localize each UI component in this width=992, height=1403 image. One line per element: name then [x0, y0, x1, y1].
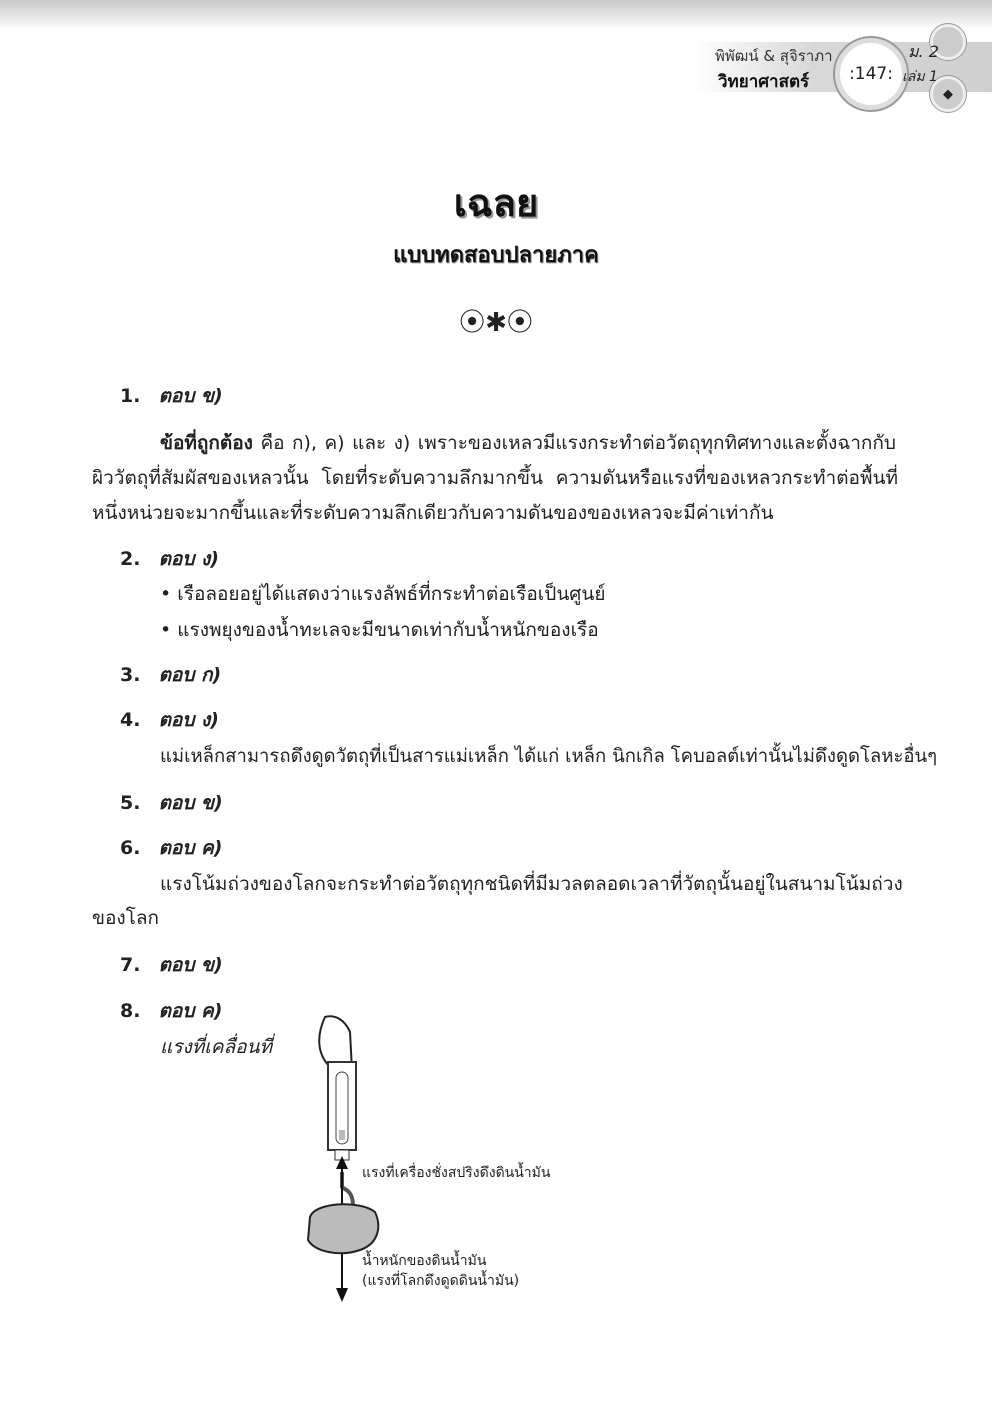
- answer-8: [120, 996, 222, 1026]
- answer-number: 8.: [120, 1000, 141, 1022]
- page-number: :147:: [835, 38, 907, 110]
- answer-choice: ตอบ ค): [158, 837, 223, 859]
- answer-6: [120, 833, 222, 863]
- answer-number: 3.: [120, 664, 141, 686]
- answer-number: 6.: [120, 837, 141, 859]
- bullet-text: เรือลอยอยู่ได้แสดงว่าแรงลัพธ์ที่กระทำต่อเรือเป็นศูนย์: [177, 583, 606, 605]
- answer-number: 2.: [120, 548, 141, 570]
- answer-1: [120, 381, 223, 411]
- spring-scale-indicator: [339, 1130, 345, 1140]
- answer-4: [120, 705, 219, 735]
- arrow-down-icon: [336, 1288, 348, 1302]
- header-volume: เล่ม 1: [902, 69, 938, 85]
- answer-1-line-3: หนึ่งหน่วยจะมากขึ้นและที่ระดับความลึกเดียวกับความดันของของเหลวจะมีค่าเท่ากัน: [92, 502, 774, 524]
- figure-label-down-1: น้ำหนักของดินน้ำมัน: [362, 1253, 487, 1269]
- answer-3: [120, 660, 221, 690]
- answer-number: 1.: [120, 385, 141, 407]
- answer-choice: ตอบ ง): [158, 548, 219, 570]
- answer-5: [120, 788, 223, 818]
- answer-number: 4.: [120, 709, 141, 731]
- answer-choice: ตอบ ง): [158, 709, 219, 731]
- figure-label-down-2: (แรงที่โลกดึงดูดดินน้ำมัน): [362, 1273, 520, 1289]
- answer-number: 7.: [120, 954, 141, 976]
- header-author: พิพัฒน์ & สุจิราภา: [715, 47, 833, 65]
- answer-4-text: แม่เหล็กสามารถดึงดูดวัตถุที่เป็นสารแม่เหล็ก ได้แก่ เหล็ก นิกเกิล โคบอลต์เท่านั้นไม่ดึงดูดโลหะอื่นๆ: [160, 746, 938, 767]
- answer-1-line-1: [160, 428, 896, 458]
- answer-choice: ตอบ ค): [158, 1000, 223, 1022]
- bullet-item: • แรงพยุงของน้ำทะเลจะมีขนาดเท่ากับน้ำหนักของเรือ: [160, 619, 599, 641]
- page-subtitle: แบบทดสอบปลายภาค: [393, 243, 599, 268]
- answer-choice: ตอบ ข): [158, 792, 223, 814]
- answer-7: [120, 950, 223, 980]
- answer-choice: ตอบ ข): [158, 954, 223, 976]
- answer-choice: ตอบ ข): [158, 385, 223, 407]
- answer-number: 5.: [120, 792, 141, 814]
- answer-8-caption: แรงที่เคลื่อนที่: [160, 1036, 273, 1058]
- answer-2: [120, 544, 219, 574]
- answer-choice: ตอบ ก): [158, 664, 222, 686]
- header-subject: วิทยาศาสตร์: [718, 72, 810, 92]
- diamond-icon: ◆: [930, 76, 966, 112]
- answer-6-line-1: แรงโน้มถ่วงของโลกจะกระทำต่อวัตถุทุกชนิดที่มีมวลตลอดเวลาที่วัตถุนั้นอยู่ในสนามโน้มถ่วง: [160, 873, 903, 895]
- ornament-icon: ⦿✱⦿: [459, 308, 533, 338]
- bullet-text: แรงพยุงของน้ำทะเลจะมีขนาดเท่ากับน้ำหนักของเรือ: [177, 619, 599, 641]
- bullet-item: • เรือลอยอยู่ได้แสดงว่าแรงลัพธ์ที่กระทำต่อเรือเป็นศูนย์: [160, 583, 606, 605]
- clay-block: [308, 1204, 378, 1253]
- text: คือ ก), ค) และ ง) เพราะของเหลวมีแรงกระทำต่อวัตถุทุกทิศทางและตั้งฉากกับ: [260, 432, 896, 454]
- figure-label-up: แรงที่เครื่องชั่งสปริงดึงดินน้ำมัน: [362, 1165, 551, 1181]
- page-title: เฉลย: [453, 181, 539, 225]
- hook: [342, 1172, 353, 1204]
- answer-1-line-2: ผิววัตถุที่สัมผัสของเหลวนั้น โดยที่ระดับความลึกมากขึ้น ความดันหรือแรงที่ของเหลวกระทำต่อพื้นที่: [92, 467, 898, 489]
- bold-lead: ข้อที่ถูกต้อง: [160, 432, 253, 454]
- answer-6-line-2: ของโลก: [92, 907, 160, 929]
- header-grade: ม. 2: [908, 42, 939, 61]
- top-shadow: [0, 0, 992, 30]
